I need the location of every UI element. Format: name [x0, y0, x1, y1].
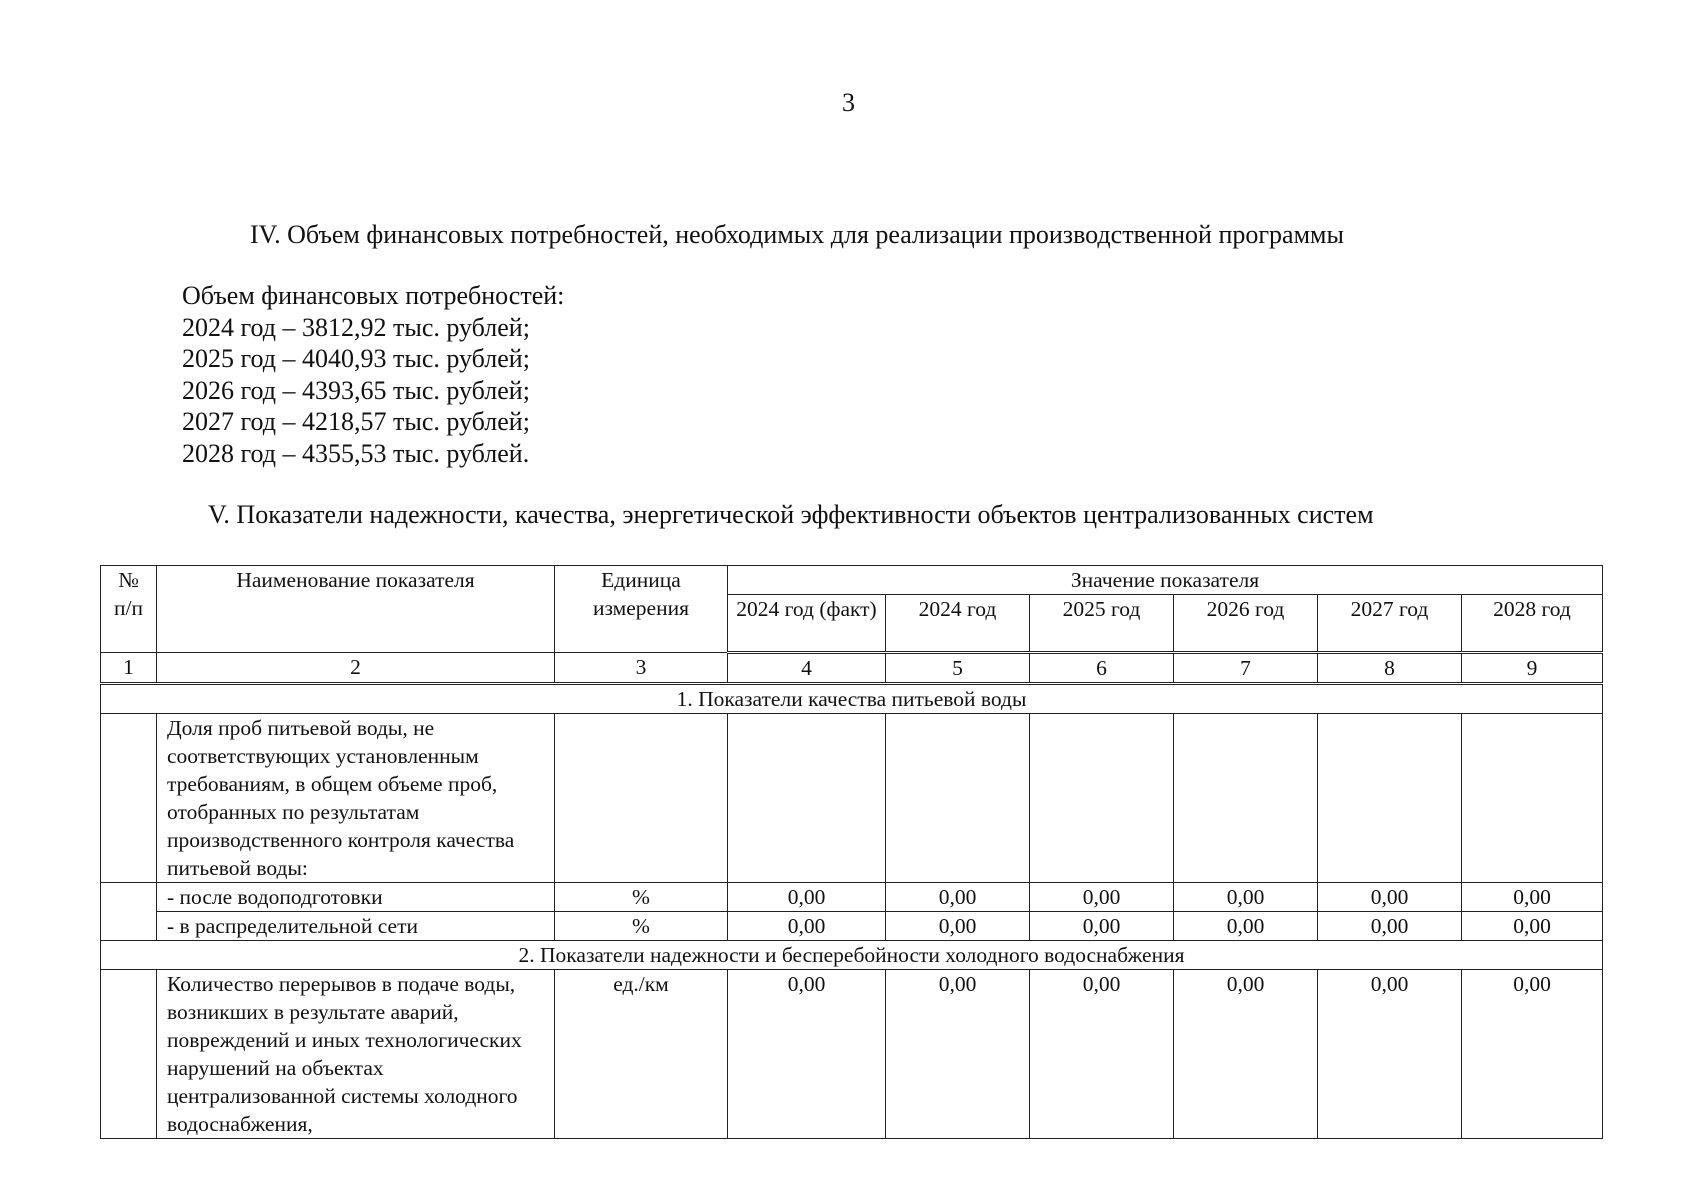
indicator-value: 0,00 [1462, 912, 1603, 941]
financial-needs-line: 2027 год – 4218,57 тыс. рублей; [182, 407, 530, 436]
header-name: Наименование показателя [157, 566, 555, 653]
column-number: 1 [101, 653, 157, 684]
empty-cell [1462, 714, 1603, 883]
column-number: 4 [728, 653, 886, 684]
financial-needs-line: 2028 год – 4355,53 тыс. рублей. [182, 438, 530, 468]
section-row-reliability: 2. Показатели надежности и бесперебойности холодного водоснабжения [101, 941, 1603, 970]
indicator-value: 0,00 [1318, 912, 1462, 941]
header-num: № п/п [101, 566, 157, 653]
empty-cell [101, 714, 157, 883]
header-year: 2026 год [1174, 595, 1318, 653]
indicator-name: Количество перерывов в подаче воды, возникших в результате аварий, повреждений и иных технологических нарушений на объектах централизованной системы холодного водоснабжения, [157, 970, 555, 1139]
indicator-unit: % [555, 883, 728, 912]
indicator-name: Доля проб питьевой воды, не соответствующих установленным требованиям, в общем объеме проб, отобранных по результатам производственного контроля качества питьевой воды: [157, 714, 555, 883]
indicator-value: 0,00 [1174, 970, 1318, 1139]
page-number: 3 [842, 88, 855, 117]
indicator-name: - в распределительной сети [157, 912, 555, 941]
header-year: 2025 год [1030, 595, 1174, 653]
indicator-value: 0,00 [1462, 883, 1603, 912]
column-number: 2 [157, 653, 555, 684]
empty-cell [728, 714, 886, 883]
indicator-value: 0,00 [728, 970, 886, 1139]
indicator-value: 0,00 [1174, 883, 1318, 912]
empty-cell [101, 883, 157, 941]
indicator-value: 0,00 [1030, 912, 1174, 941]
empty-cell [101, 970, 157, 1139]
header-value: Значение показателя [728, 566, 1603, 595]
empty-cell [555, 714, 728, 883]
indicator-value: 0,00 [728, 883, 886, 912]
column-number: 7 [1174, 653, 1318, 684]
empty-cell [886, 714, 1030, 883]
indicator-value: 0,00 [886, 970, 1030, 1139]
header-year: 2027 год [1318, 595, 1462, 653]
header-unit: Единица измерения [555, 566, 728, 653]
section-4-title: IV. Объем финансовых потребностей, необходимых для реализации производственной программы [250, 220, 1344, 249]
financial-needs-line: 2025 год – 4040,93 тыс. рублей; [182, 344, 530, 373]
section-5-title: V. Показатели надежности, качества, энергетической эффективности объектов централизованных систем [208, 500, 1374, 529]
indicator-value: 0,00 [1318, 970, 1462, 1139]
indicator-value: 0,00 [1318, 883, 1462, 912]
section-row-quality: 1. Показатели качества питьевой воды [101, 684, 1603, 714]
indicator-unit: % [555, 912, 728, 941]
header-year: 2024 год (факт) [728, 595, 886, 653]
indicator-value: 0,00 [1174, 912, 1318, 941]
financial-needs-block [182, 280, 564, 469]
column-number: 6 [1030, 653, 1174, 684]
column-number: 9 [1462, 653, 1603, 684]
indicator-name: - после водоподготовки [157, 883, 555, 912]
financial-needs-intro: Объем финансовых потребностей: [182, 281, 565, 310]
column-number: 8 [1318, 653, 1462, 684]
indicator-unit: ед./км [555, 970, 728, 1139]
financial-needs-line: 2026 год – 4393,65 тыс. рублей; [182, 375, 530, 405]
header-year: 2028 год [1462, 595, 1603, 653]
indicator-value: 0,00 [886, 912, 1030, 941]
column-number: 5 [886, 653, 1030, 684]
empty-cell [1174, 714, 1318, 883]
indicator-value: 0,00 [1030, 970, 1174, 1139]
indicator-value: 0,00 [728, 912, 886, 941]
empty-cell [1318, 714, 1462, 883]
indicator-value: 0,00 [1030, 883, 1174, 912]
indicator-value: 0,00 [886, 883, 1030, 912]
indicators-table [100, 565, 1603, 1139]
financial-needs-line: 2024 год – 3812,92 тыс. рублей; [182, 312, 530, 342]
column-number: 3 [555, 653, 728, 684]
indicator-value: 0,00 [1462, 970, 1603, 1139]
header-year: 2024 год [886, 595, 1030, 653]
empty-cell [1030, 714, 1174, 883]
